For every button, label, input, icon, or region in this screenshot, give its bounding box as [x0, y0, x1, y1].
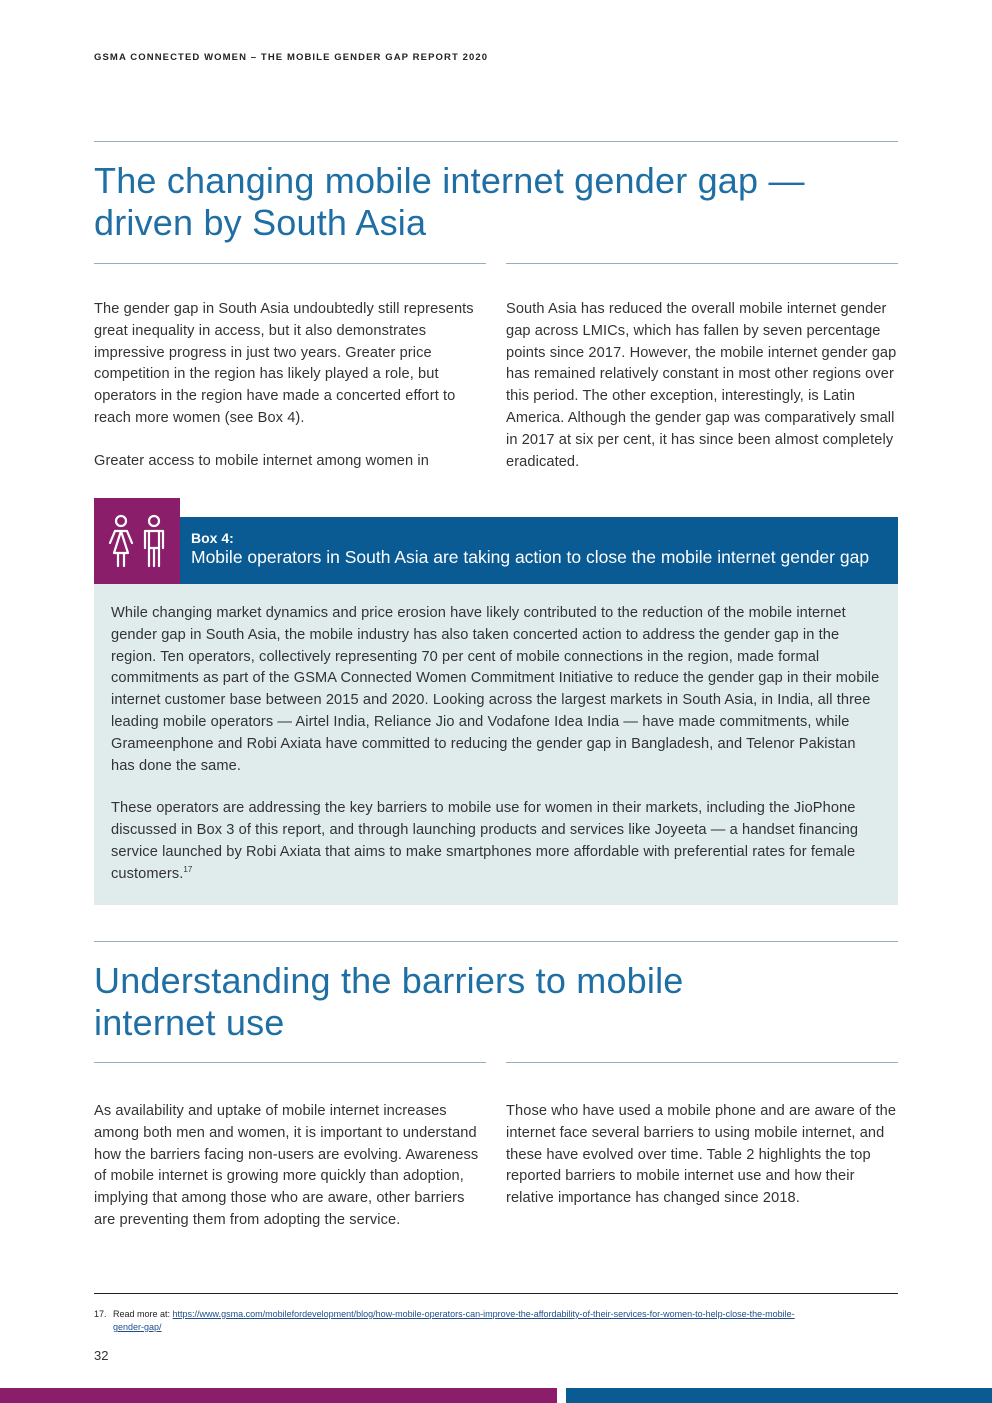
paragraph: Those who have used a mobile phone and are aware of the internet face several barriers to using mobile internet, and these have evolved over time. Table 2 highlights the top reported barriers to mobile internet use and how their relative importance has changed since 2018.: [506, 1103, 897, 1207]
column-rule-left: [94, 263, 486, 264]
footnote-ref: 17: [183, 864, 193, 874]
page-number: 32: [94, 1348, 109, 1363]
footnote-link-line1: https://www.gsma.com/mobilefordevelopment/blog/how-mobile-operators-can-improve-the-affordability-of-their-services-for-women-to-help-close-the-mobile-: [172, 1309, 795, 1319]
men-women-icon: [94, 498, 180, 584]
column-rule-right: [506, 263, 898, 264]
section-divider-top: [94, 141, 898, 142]
footnote-link[interactable]: [113, 1309, 795, 1332]
section-title-line2: driven by South Asia: [94, 202, 427, 243]
section-divider-top: [94, 941, 898, 942]
column-rule-right: [506, 1062, 898, 1063]
paragraph: The gender gap in South Asia undoubtedly still represents great inequality in access, but it also demonstrates impressive progress in just two years. Greater price competition in the region has likely played a role, but operators in the region have made a concerted effort to reach more women (see Box 4).: [94, 301, 474, 426]
box-title: Mobile operators in South Asia are taking action to close the mobile internet gender gap: [191, 547, 870, 567]
box-icon-tile: [94, 498, 180, 584]
column-rule-left: [94, 1062, 486, 1063]
column-right: [506, 299, 898, 473]
footer-bar-purple: [0, 1388, 557, 1403]
box-paragraph: While changing market dynamics and price erosion have likely contributed to the reduction of the mobile internet gender gap in South Asia, the mobile industry has also taken concerted action to address the gender gap in the region. Ten operators, collectively representing 70 per cent of mobile connections in the region, made formal commitments as part of the GSMA Connected Women Commitment Initiative to reduce the gender gap in their mobile internet customer base between 2015 and 2020. Looking across the largest markets in South Asia, in India, all three leading mobile operators — Airtel India, Reliance Jio and Vodafone Idea India — have made commitments, while Grameenphone and Robi Axiata have committed to reducing the gender gap in Bangladesh, and Telenor Pakistan has done the same.: [111, 605, 880, 774]
footnote-text: [113, 1308, 893, 1334]
section-title: [94, 960, 898, 1044]
paragraph: South Asia has reduced the overall mobile internet gender gap across LMICs, which has fallen by seven percentage points since 2017. However, the mobile internet gender gap has remained relatively constant in most other regions over this period. The other exception, interestingly, is Latin America. Although the gender gap was comparatively small in 2017 at six per cent, it has since been almost completely eradicated.: [506, 301, 897, 470]
footnote-link-line2: gender-gap/: [113, 1322, 162, 1332]
column-left: [94, 1101, 486, 1232]
section-title-line1: The changing mobile internet gender gap —: [94, 160, 805, 201]
box-content: [111, 603, 881, 886]
column-left: [94, 299, 486, 473]
running-header: GSMA CONNECTED WOMEN – THE MOBILE GENDER GAP REPORT 2020: [94, 52, 489, 63]
paragraph: As availability and uptake of mobile internet increases among both men and women, it is important to understand how the barriers facing non-users are evolving. Awareness of mobile internet is growing more quickly than adoption, implying that among those who are aware, other barriers are preventing them from adopting the service.: [94, 1103, 479, 1228]
footnote-number: 17.: [94, 1309, 107, 1319]
box-banner: [180, 517, 898, 584]
section-title-line1: Understanding the barriers to mobile: [94, 960, 684, 1001]
column-right: [506, 1101, 898, 1210]
footnote-divider: [94, 1293, 898, 1294]
box-label: Box 4:: [191, 530, 234, 546]
footnote-prefix: Read more at:: [113, 1309, 171, 1319]
box-paragraph-2-text: These operators are addressing the key barriers to mobile use for women in their markets, including the JioPhone discussed in Box 3 of this report, and through launching products and services like Joyeeta — a handset financing service launched by Robi Axiata that aims to make smartphones more affordable with preferential rates for female customers.: [111, 800, 859, 882]
box-paragraph-2: [111, 798, 881, 885]
section-title: [94, 160, 898, 244]
footer-bar-blue: [566, 1388, 992, 1403]
paragraph: Greater access to mobile internet among women in: [94, 452, 429, 469]
section-title-line2: internet use: [94, 1002, 285, 1043]
